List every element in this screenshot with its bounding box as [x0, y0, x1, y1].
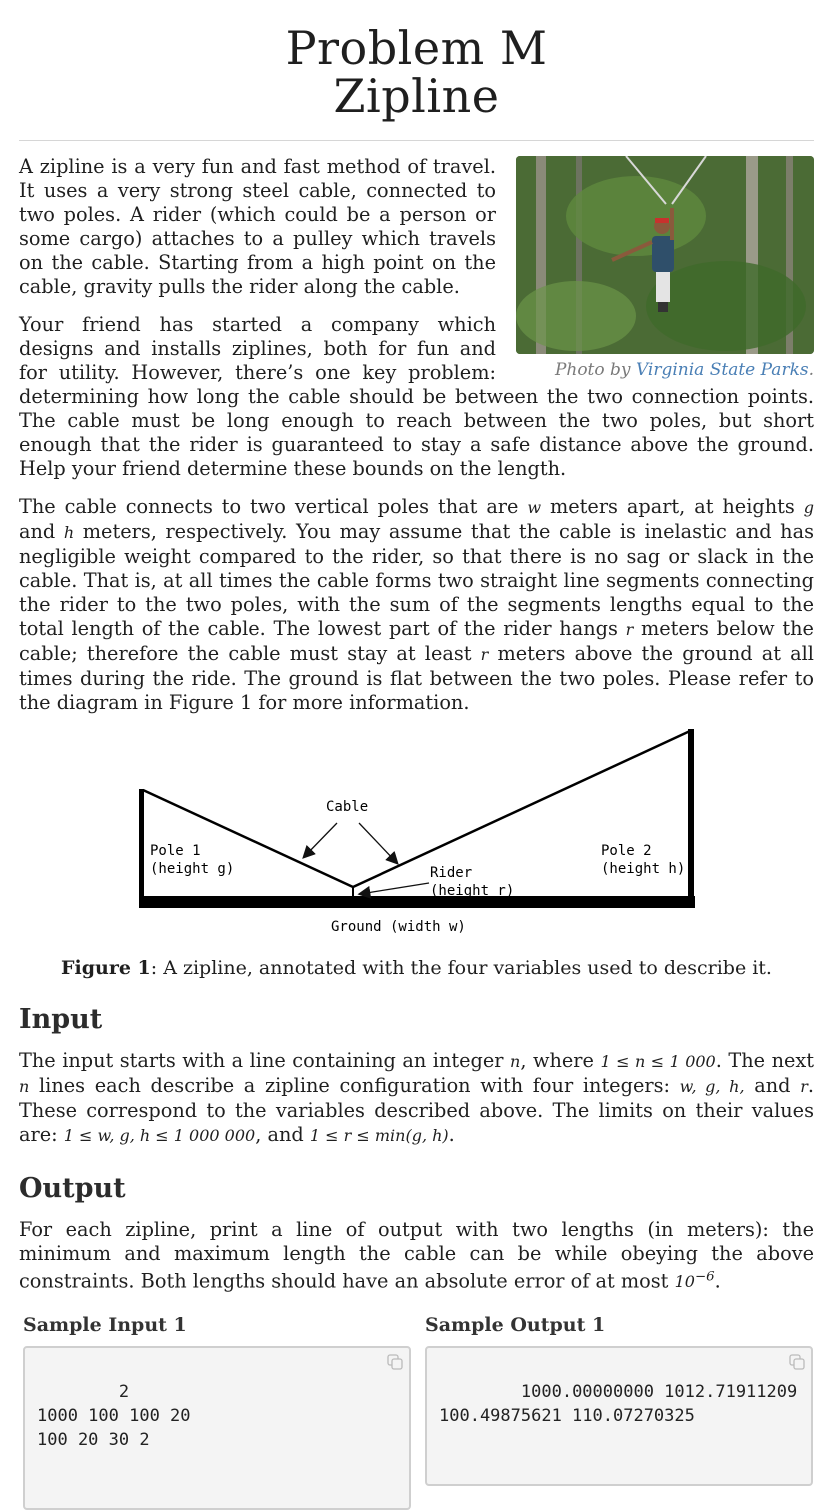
error-bound	[675, 1272, 715, 1291]
figure-caption	[19, 957, 814, 979]
text-segment: meters apart, at heights	[549, 495, 795, 518]
label-pole2-height: (height h)	[601, 861, 686, 877]
figure-caption-label: Figure 1	[61, 957, 151, 979]
text-segment: lines each describe a zipline configuration with four integers:	[39, 1074, 670, 1097]
ground-line	[139, 896, 695, 908]
problem-page	[19, 0, 814, 1510]
text-segment: . The next	[715, 1049, 815, 1072]
sample-output-title: Sample Output 1	[425, 1314, 606, 1337]
zipline-photo-illustration	[516, 156, 814, 354]
text-segment: meters above the ground at all times during the ride. The ground is flat between the two poles. Please refer to the diagram in Figure 1 for more information.	[19, 642, 814, 714]
text-segment: .	[714, 1269, 721, 1293]
paragraph-geometry	[19, 495, 814, 715]
photo-caption	[516, 360, 814, 380]
label-rider-height: (height r)	[430, 883, 515, 899]
text-segment: meters below the cable; therefore the cable must stay at least	[19, 617, 814, 665]
variable-r: r	[625, 620, 634, 639]
text-segment: and	[19, 520, 56, 543]
text-segment: and	[754, 1074, 791, 1097]
text-segment: , and	[255, 1123, 304, 1146]
label-pole1-name: Pole 1	[150, 843, 201, 859]
problem-name: Zipline	[333, 69, 500, 123]
label-cable: Cable	[326, 799, 369, 815]
text-segment: For each zipline, print a line of output with two lengths (in meters): the minimum and maximum length the cable can be while obeying the above constraints. Both lengths should have an absolute error of at most	[19, 1218, 814, 1293]
zipline-photo	[516, 156, 814, 354]
text-segment: The input starts with a line containing an integer	[19, 1049, 504, 1072]
text-segment: .	[448, 1123, 455, 1146]
sample-output-box[interactable]	[425, 1346, 813, 1486]
title-divider	[19, 140, 814, 141]
variable-g: g	[803, 498, 814, 517]
figure-caption-text: : A zipline, annotated with the four variables used to describe it.	[150, 957, 772, 979]
variables-list: w, g, h,	[679, 1077, 745, 1096]
variable-r: r	[800, 1077, 808, 1096]
problem-title	[19, 21, 814, 123]
sample-input	[19, 1314, 411, 1510]
zipline-diagram	[19, 729, 814, 949]
error-exponent: −6	[694, 1270, 715, 1285]
copy-icon[interactable]	[387, 1354, 403, 1370]
copy-icon[interactable]	[789, 1354, 805, 1370]
photo-caption-prefix: Photo by	[554, 360, 631, 380]
label-ground: Ground (width w)	[331, 919, 466, 935]
pole-2	[688, 729, 694, 901]
sample-input-text: 2 1000 100 100 20 100 20 30 2	[37, 1382, 191, 1451]
constraint-r: 1 ≤ r ≤ min(g, h)	[309, 1126, 449, 1145]
label-pole2-name: Pole 2	[601, 843, 652, 859]
sample-output-text: 1000.00000000 1012.71911209 100.49875621 110.07270325	[439, 1382, 798, 1427]
output-heading: Output	[19, 1173, 126, 1204]
photo-credit-link[interactable]: Virginia State Parks	[635, 360, 809, 380]
problem-label: Problem M	[285, 21, 548, 75]
constraint-n: 1 ≤ n ≤ 1 000	[600, 1052, 716, 1071]
rider-arrow	[360, 883, 429, 894]
input-heading: Input	[19, 1004, 103, 1035]
variable-n: n	[510, 1052, 521, 1071]
samples-section	[19, 1314, 814, 1510]
photo-caption-suffix: .	[808, 360, 814, 380]
photo-figure	[516, 156, 814, 380]
text-segment: meters, respectively. You may assume that the cable is inelastic and has negligible weight compared to the rider, so that there is no sag or slack in the cable. That is, at all times the cable forms two straight line segments connecting the rider to the two poles, with the sum of the segments lengths equal to the total length of the cable. The lowest part of the rider hangs	[19, 520, 814, 640]
zipline-diagram-svg	[19, 729, 814, 949]
output-description	[19, 1218, 814, 1294]
text-segment: , where	[520, 1049, 594, 1072]
error-base: 10	[674, 1272, 695, 1292]
sample-output	[421, 1314, 813, 1510]
paragraph-problem: Your friend has started a company which designs and installs ziplines, both for fun and for utility. However, there’s one key problem: determining how long the cable should be between the two connection points. The cable must be long enough to reach between the two poles, but short enough that the rider is guaranteed to stay a safe distance above the ground. Help your friend determine these bounds on the length.	[19, 313, 814, 480]
constraint-wgh: 1 ≤ w, g, h ≤ 1 000 000	[63, 1126, 256, 1145]
label-rider-name: Rider	[430, 865, 473, 881]
variable-w: w	[527, 498, 542, 517]
text-segment: . These correspond to the variables described above. The limits on their values are:	[19, 1074, 814, 1146]
sample-input-title: Sample Input 1	[23, 1314, 187, 1337]
cable-arrow-left	[304, 823, 337, 857]
paragraph-intro: A zipline is a very fun and fast method of travel. It uses a very strong steel cable, connected to two poles. A rider (which could be a person or some cargo) attaches to a pulley which travels on the cable. Starting from a high point on the cable, gravity pulls the rider along the cable.	[19, 155, 496, 298]
variable-r: r	[480, 645, 489, 664]
variable-n: n	[19, 1077, 30, 1096]
sample-input-box[interactable]	[23, 1346, 411, 1510]
pole-1	[139, 789, 144, 901]
variable-h: h	[63, 523, 75, 542]
cable-arrow-right	[359, 823, 397, 863]
input-description	[19, 1049, 814, 1148]
text-segment: The cable connects to two vertical poles that are	[19, 495, 519, 518]
label-pole1-height: (height g)	[150, 861, 235, 877]
